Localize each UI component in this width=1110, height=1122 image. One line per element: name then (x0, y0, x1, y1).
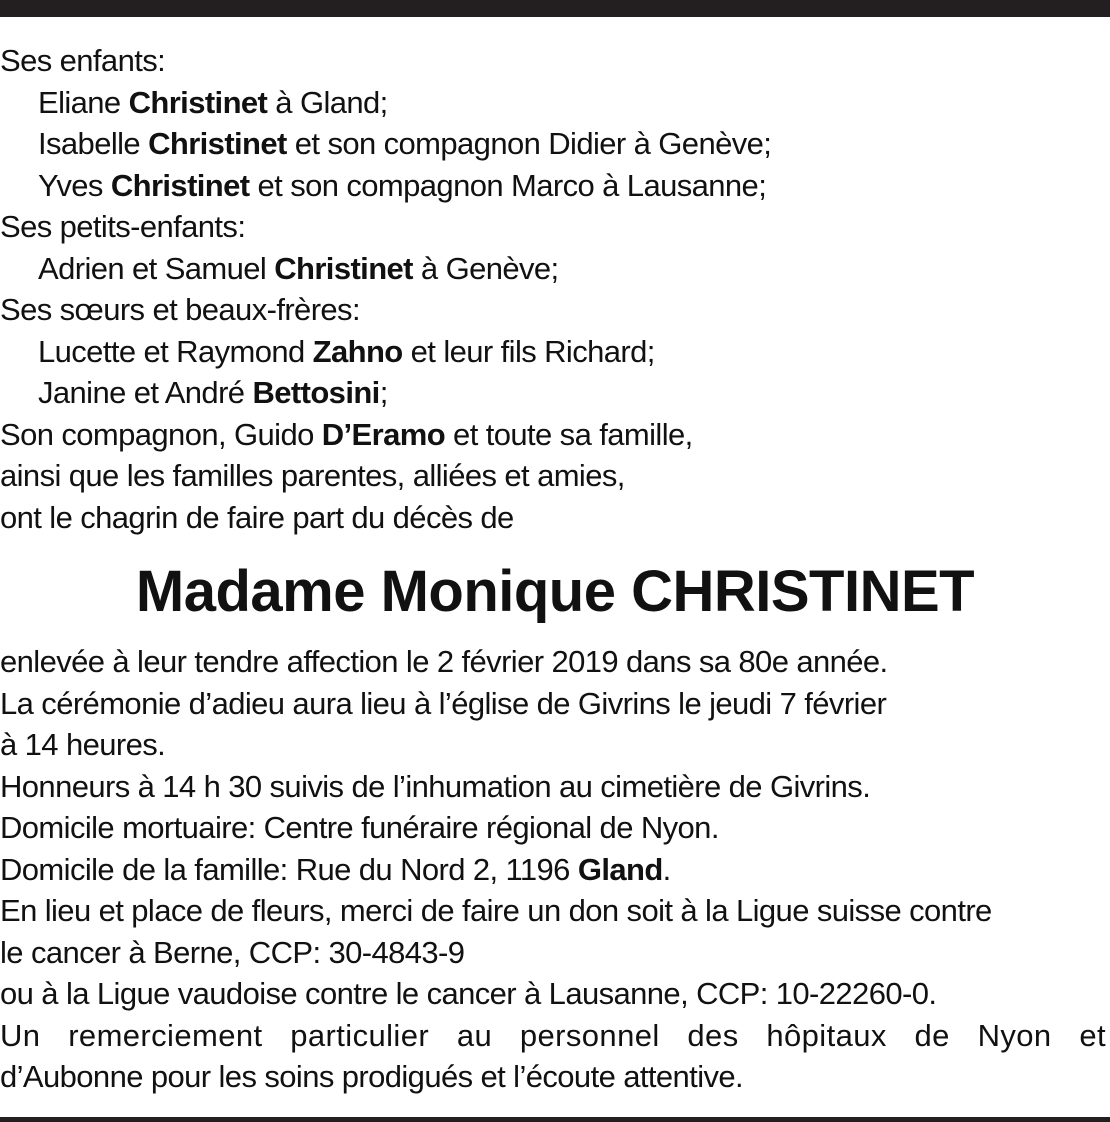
details-line: le cancer à Berne, CCP: 30-4843-9 (0, 934, 465, 970)
sibling-line: Lucette et Raymond Zahno et leur fils Richard; (38, 333, 655, 369)
details-line: La cérémonie d’adieu aura lieu à l’église de Givrins le jeudi 7 février (0, 685, 887, 721)
details-line: En lieu et place de fleurs, merci de faire un don soit à la Ligue suisse contre (0, 893, 992, 928)
funeral-details (0, 641, 1106, 1098)
sibling-line: Janine et André Bettosini; (38, 375, 388, 410)
details-line: à 14 heures. (0, 727, 166, 762)
grandchildren-heading: Ses petits-enfants: (0, 209, 246, 244)
town-name: Gland (577, 851, 663, 887)
family-address-line: Domicile de la famille: Rue du Nord 2, 1196 Gland. (0, 851, 671, 887)
deceased-name: Madame Monique CHRISTINET (135, 559, 975, 624)
top-rule (0, 0, 1110, 17)
grandchild-line: Adrien et Samuel Christinet à Genève; (38, 250, 559, 286)
children-heading: Ses enfants: (0, 43, 166, 78)
siblings-heading: Ses sœurs et beaux-frères: (0, 292, 360, 327)
child-line: Isabelle Christinet et son compagnon Didier à Genève; (38, 126, 772, 161)
surname: Bettosini (252, 375, 380, 410)
surname: Christinet (110, 167, 250, 203)
companion-line: Son compagnon, Guido D’Eramo et toute sa famille, (0, 416, 693, 452)
surname: Christinet (274, 250, 413, 286)
details-line: enlevée à leur tendre affection le 2 février 2019 dans sa 80e année. (0, 644, 888, 679)
surname: Christinet (128, 84, 268, 120)
child-line: Yves Christinet et son compagnon Marco à Lausanne; (38, 167, 767, 203)
details-line: Honneurs à 14 h 30 suivis de l’inhumation au cimetière de Givrins. (0, 768, 871, 804)
announcement-line: ont le chagrin de faire part du décès de (0, 499, 514, 535)
surname: Zahno (312, 333, 403, 369)
details-line: Un remerciement particulier au personnel des hôpitaux de Nyon et (0, 1017, 1106, 1053)
bottom-rule (0, 1117, 1110, 1122)
details-line: ou à la Ligue vaudoise contre le cancer à Lausanne, CCP: 10-22260-0. (0, 976, 937, 1011)
child-line: Eliane Christinet à Gland; (38, 84, 388, 120)
relatives-line: ainsi que les familles parentes, alliées et amies, (0, 458, 625, 493)
family-announcement (0, 40, 1106, 538)
surname: D’Eramo (321, 416, 446, 452)
details-line: d’Aubonne pour les soins prodigués et l’écoute attentive. (0, 1059, 744, 1094)
details-line: Domicile mortuaire: Centre funéraire régional de Nyon. (0, 810, 719, 845)
surname: Christinet (148, 126, 287, 161)
